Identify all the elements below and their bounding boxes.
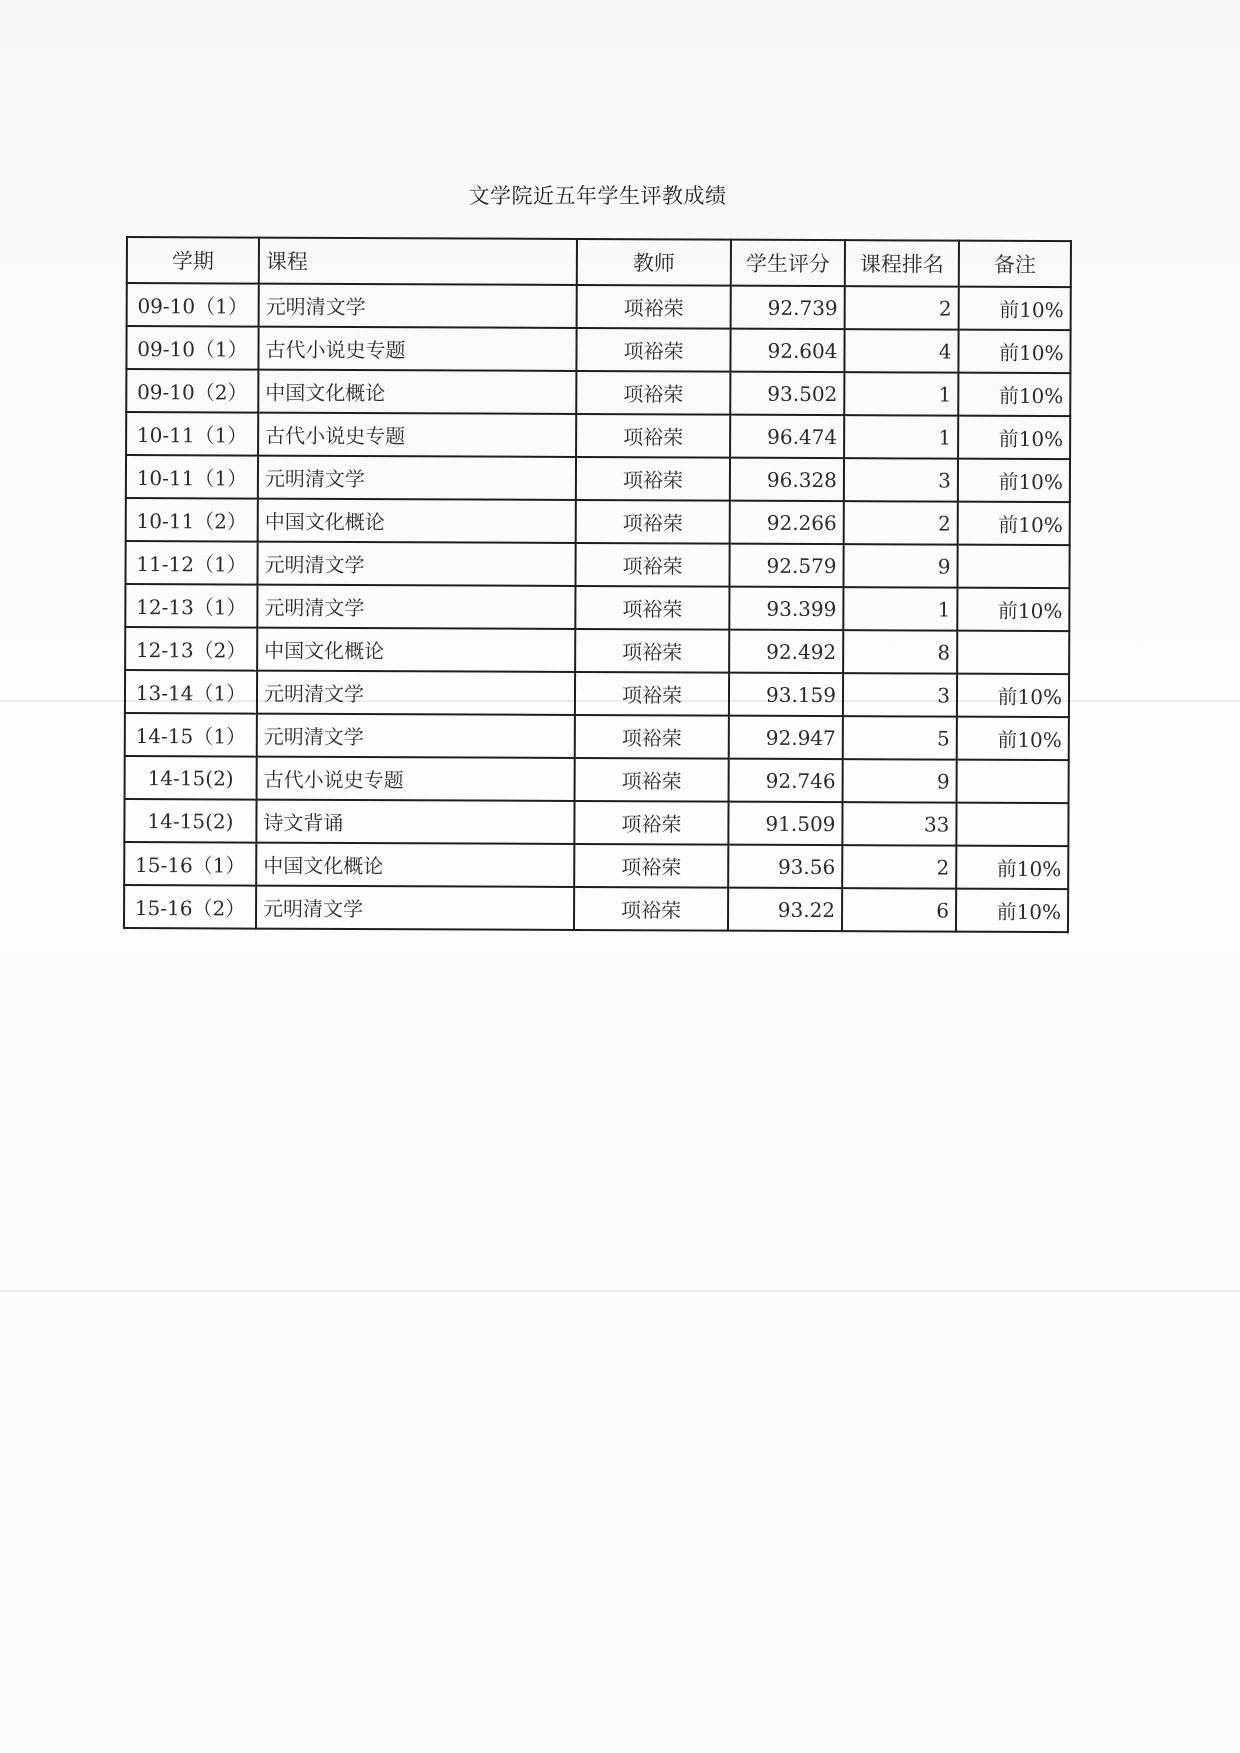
cell-rank: 8 <box>843 630 957 673</box>
cell-note: 前10% <box>958 459 1070 502</box>
cell-course: 元明清文学 <box>258 456 576 500</box>
evaluation-table <box>123 236 1072 933</box>
header-teacher: 教师 <box>577 239 731 286</box>
cell-course: 古代小说史专题 <box>258 327 576 371</box>
cell-rank: 1 <box>844 372 958 415</box>
cell-course: 古代小说史专题 <box>257 757 575 801</box>
table-row <box>126 498 1070 545</box>
cell-score: 92.579 <box>729 544 843 587</box>
cell-course: 中国文化概论 <box>256 843 574 887</box>
cell-score: 92.947 <box>729 716 843 759</box>
cell-course: 中国文化概论 <box>257 628 575 672</box>
document-title: 文学院近五年学生评教成绩 <box>468 184 727 208</box>
cell-score: 93.159 <box>729 673 843 716</box>
header-note: 备注 <box>959 241 1071 287</box>
table-row <box>126 369 1070 416</box>
cell-note: 前10% <box>956 846 1068 889</box>
cell-note: 前10% <box>958 502 1070 545</box>
cell-course: 元明清文学 <box>257 714 575 758</box>
cell-teacher: 项裕荣 <box>575 758 729 802</box>
cell-course: 中国文化概论 <box>258 370 576 414</box>
cell-note: 前10% <box>959 287 1071 330</box>
cell-note: 前10% <box>958 330 1070 373</box>
cell-score: 92.266 <box>730 501 844 544</box>
table-row <box>125 584 1069 631</box>
cell-term: 10-11（1） <box>126 455 258 499</box>
cell-note: 前10% <box>957 674 1069 717</box>
cell-term: 15-16（2） <box>124 885 256 929</box>
cell-note <box>957 545 1069 588</box>
cell-note: 前10% <box>957 588 1069 631</box>
cell-course: 古代小说史专题 <box>258 413 576 457</box>
cell-teacher: 项裕荣 <box>574 887 728 931</box>
table-row <box>125 670 1069 717</box>
cell-teacher: 项裕荣 <box>575 586 729 630</box>
cell-score: 93.399 <box>729 587 843 630</box>
cell-score: 96.328 <box>730 458 844 501</box>
table-row <box>126 455 1070 502</box>
cell-course: 元明清文学 <box>257 671 575 715</box>
cell-note: 前10% <box>957 717 1069 760</box>
cell-teacher: 项裕荣 <box>575 543 729 587</box>
cell-course: 元明清文学 <box>259 284 577 328</box>
cell-term: 14-15(2) <box>125 756 257 800</box>
table-row <box>125 713 1069 760</box>
table-row <box>124 842 1068 889</box>
cell-course: 元明清文学 <box>257 585 575 629</box>
table-row <box>127 283 1071 330</box>
cell-note <box>957 760 1069 803</box>
cell-rank: 3 <box>843 673 957 716</box>
cell-teacher: 项裕荣 <box>576 328 730 372</box>
table-row <box>124 799 1068 846</box>
cell-rank: 33 <box>842 802 956 845</box>
table-row <box>125 756 1069 803</box>
header-rank: 课程排名 <box>845 240 959 286</box>
cell-term: 09-10（1） <box>126 326 258 370</box>
table-row <box>126 412 1070 459</box>
cell-score: 91.509 <box>728 802 842 845</box>
table-body <box>124 283 1071 932</box>
cell-term: 13-14（1） <box>125 670 257 714</box>
table-row <box>126 326 1070 373</box>
cell-score: 93.502 <box>730 372 844 415</box>
cell-teacher: 项裕荣 <box>576 371 730 415</box>
cell-course: 元明清文学 <box>256 886 574 930</box>
cell-teacher: 项裕荣 <box>576 500 730 544</box>
cell-score: 93.22 <box>728 888 842 931</box>
cell-term: 10-11（1） <box>126 412 258 456</box>
header-term: 学期 <box>127 237 259 284</box>
cell-note <box>957 631 1069 674</box>
cell-rank: 3 <box>844 458 958 501</box>
cell-term: 12-13（2） <box>125 627 257 671</box>
cell-teacher: 项裕荣 <box>577 285 731 329</box>
header-row <box>127 237 1071 287</box>
cell-teacher: 项裕荣 <box>575 629 729 673</box>
cell-term: 11-12（1） <box>125 541 257 585</box>
cell-note: 前10% <box>958 373 1070 416</box>
cell-score: 92.604 <box>730 329 844 372</box>
cell-course: 中国文化概论 <box>258 499 576 543</box>
cell-term: 12-13（1） <box>125 584 257 628</box>
cell-score: 92.739 <box>731 286 845 329</box>
cell-rank: 6 <box>842 888 956 931</box>
cell-course: 诗文背诵 <box>256 800 574 844</box>
cell-term: 14-15(2) <box>124 799 256 843</box>
cell-teacher: 项裕荣 <box>576 457 730 501</box>
cell-rank: 4 <box>844 329 958 372</box>
cell-rank: 9 <box>843 759 957 802</box>
cell-rank: 1 <box>843 587 957 630</box>
header-course: 课程 <box>259 238 577 285</box>
cell-note <box>956 803 1068 846</box>
cell-rank: 2 <box>844 501 958 544</box>
cell-score: 96.474 <box>730 415 844 458</box>
cell-teacher: 项裕荣 <box>574 801 728 845</box>
paper-fold-line <box>0 1290 1240 1292</box>
cell-rank: 2 <box>845 286 959 329</box>
cell-note: 前10% <box>958 416 1070 459</box>
table-row <box>124 885 1068 932</box>
cell-teacher: 项裕荣 <box>574 844 728 888</box>
table-row <box>125 541 1069 588</box>
header-score: 学生评分 <box>731 240 845 286</box>
cell-term: 14-15（1） <box>125 713 257 757</box>
cell-rank: 2 <box>842 845 956 888</box>
cell-term: 10-11（2） <box>126 498 258 542</box>
cell-score: 92.746 <box>729 759 843 802</box>
cell-rank: 1 <box>844 415 958 458</box>
cell-course: 元明清文学 <box>257 542 575 586</box>
cell-note: 前10% <box>956 889 1068 932</box>
cell-teacher: 项裕荣 <box>575 715 729 759</box>
cell-teacher: 项裕荣 <box>576 414 730 458</box>
cell-rank: 9 <box>843 544 957 587</box>
cell-term: 15-16（1） <box>124 842 256 886</box>
table-header <box>127 237 1071 287</box>
table-row <box>125 627 1069 674</box>
cell-score: 92.492 <box>729 630 843 673</box>
cell-term: 09-10（1） <box>127 283 259 327</box>
cell-score: 93.56 <box>728 845 842 888</box>
cell-teacher: 项裕荣 <box>575 672 729 716</box>
cell-term: 09-10（2） <box>126 369 258 413</box>
cell-rank: 5 <box>843 716 957 759</box>
